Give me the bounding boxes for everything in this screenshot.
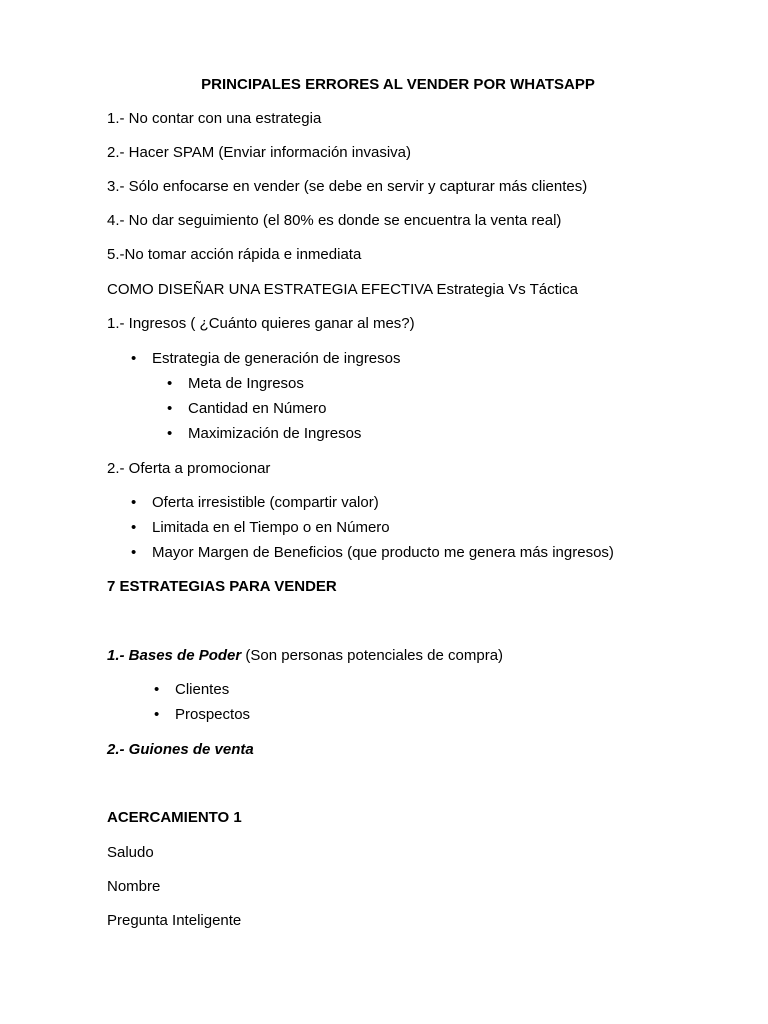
bullet-icon: • [131,519,137,536]
list-item-label: Prospectos [175,706,251,723]
acercamiento-heading: ACERCAMIENTO 1 [107,809,242,826]
error-item-5: 5.-No tomar acción rápida e inmediata [107,246,362,263]
acercamiento-item-saludo: Saludo [107,844,154,861]
list-item-label: Maximización de Ingresos [188,425,362,442]
bases-description: (Son personas potenciales de compra) [241,647,504,664]
list-item [154,681,230,699]
bullet-icon: • [154,681,160,698]
bullet-icon: • [131,350,137,367]
bases-line [107,647,503,665]
seven-strategies-heading: 7 ESTRATEGIAS PARA VENDER [107,578,337,595]
bullet-icon: • [167,400,173,417]
list-item-label: Meta de Ingresos [188,375,304,392]
bullet-icon: • [167,375,173,392]
bullet-icon: • [154,706,160,723]
list-item-label: Estrategia de generación de ingresos [152,350,401,367]
section1-heading: 1.- Ingresos ( ¿Cuánto quieres ganar al mes?) [107,315,415,332]
bullet-icon: • [131,544,137,561]
bullet-icon: • [167,425,173,442]
error-item-3: 3.- Sólo enfocarse en vender (se debe en servir y capturar más clientes) [107,178,588,195]
list-item-label: Oferta irresistible (compartir valor) [152,494,379,511]
list-item-label: Cantidad en Número [188,400,327,417]
list-item [167,375,304,393]
list-item-label: Mayor Margen de Beneficios (que producto me genera más ingresos) [152,544,614,561]
list-item [131,519,390,537]
list-item [167,425,362,443]
list-item [131,544,614,562]
list-item-label: Limitada en el Tiempo o en Número [152,519,390,536]
document-title: PRINCIPALES ERRORES AL VENDER POR WHATSAPP [201,76,595,93]
list-item-label: Clientes [175,681,230,698]
list-item [167,400,327,418]
acercamiento-item-pregunta: Pregunta Inteligente [107,912,242,929]
bases-label: 1.- Bases de Poder [107,647,242,664]
acercamiento-item-nombre: Nombre [107,878,161,895]
guiones-heading: 2.- Guiones de venta [107,741,254,758]
error-item-2: 2.- Hacer SPAM (Enviar información invasiva) [107,144,411,161]
section2-heading: 2.- Oferta a promocionar [107,460,271,477]
list-item [131,350,401,368]
error-item-1: 1.- No contar con una estrategia [107,110,322,127]
list-item [154,706,251,724]
error-item-4: 4.- No dar seguimiento (el 80% es donde se encuentra la venta real) [107,212,562,229]
bullet-icon: • [131,494,137,511]
list-item [131,494,379,512]
strategy-heading: COMO DISEÑAR UNA ESTRATEGIA EFECTIVA Estrategia Vs Táctica [107,281,578,298]
